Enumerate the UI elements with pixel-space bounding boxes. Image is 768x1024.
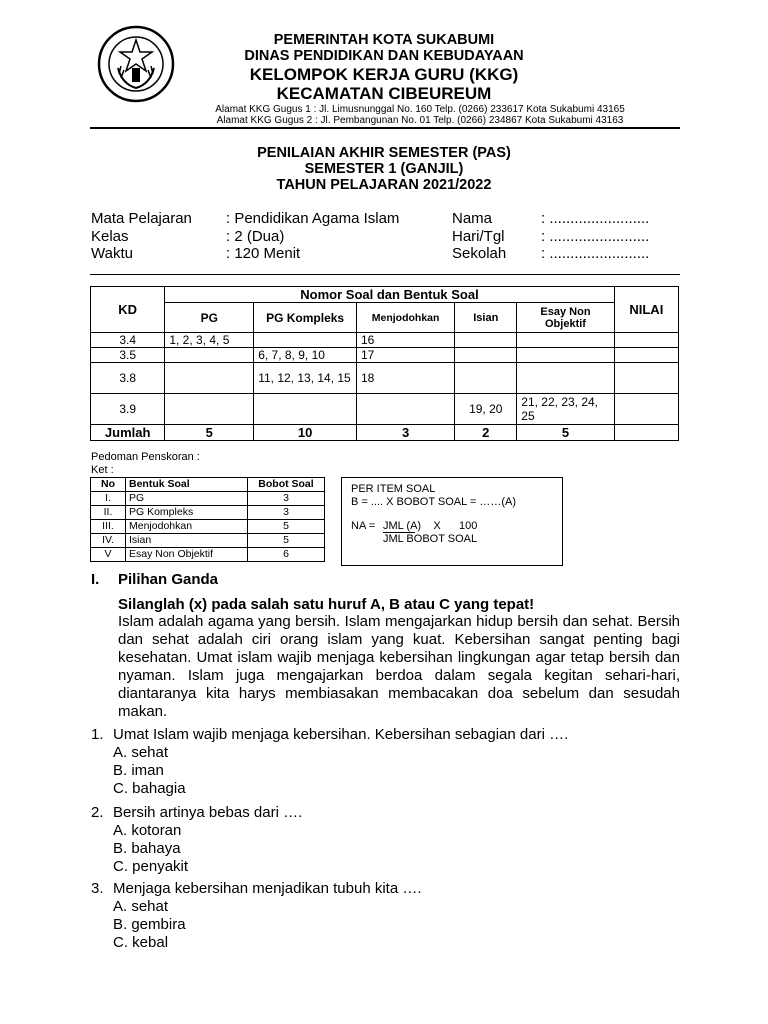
question-text: Bersih artinya bebas dari …. xyxy=(113,804,303,821)
pedoman-table xyxy=(90,477,325,562)
formula-line-1: PER ITEM SOAL xyxy=(351,483,436,495)
info-subject-label: Mata Pelajaran xyxy=(91,210,192,227)
section-title: Pilihan Ganda xyxy=(118,571,219,588)
info-time-label: Waktu xyxy=(91,245,133,262)
ped-bobot: 6 xyxy=(248,548,325,562)
esay-cell xyxy=(517,348,614,363)
table-row xyxy=(91,492,325,506)
reading-passage: Islam adalah agama yang bersih. Islam mengajarkan hidup bersih dan sehat. Bersih dan sehat adalah ciri orang islam yang kuat. Kebersihan sangat penting bagi kesehatan. Umat islam wajib menjaga kebersihan lingkungan agar tetap bersih dan nyaman. Islam juga mengajarkan berdoa dalam segala kegitan sehari-hari, diantaranya kita harys membiasakan membacakan doa sebelum dan sesudah makan. xyxy=(118,613,680,720)
esay-header: Esay Non Objektif xyxy=(517,303,614,333)
header-department: DINAS PENDIDIKAN DAN KEBUDAYAAN xyxy=(244,48,524,64)
nilai-header: NILAI xyxy=(614,287,678,333)
header-district: KECAMATAN CIBEUREUM xyxy=(276,84,492,103)
ped-bentuk-header: Bentuk Soal xyxy=(126,478,248,492)
info-divider xyxy=(90,274,680,275)
pgk-cell xyxy=(254,333,357,348)
total-pg: 5 xyxy=(165,425,254,441)
isian-cell xyxy=(455,333,517,348)
table-row xyxy=(91,363,679,394)
isian-cell: 19, 20 xyxy=(455,394,517,425)
info-date-label: Hari/Tgl xyxy=(452,228,505,245)
info-date-value: : ........................ xyxy=(541,228,650,245)
menj-cell: 17 xyxy=(356,348,454,363)
ped-bobot: 3 xyxy=(248,506,325,520)
kd-header: KD xyxy=(91,287,165,333)
info-class-value: : 2 (Dua) xyxy=(226,228,285,245)
formula-na-label: NA = xyxy=(351,520,376,532)
option-c: C. bahagia xyxy=(113,780,186,797)
option-c: C. kebal xyxy=(113,934,169,951)
ped-bentuk: Menjodohkan xyxy=(126,520,248,534)
section-number: I. xyxy=(91,571,100,588)
total-pgk: 10 xyxy=(254,425,357,441)
pg-cell xyxy=(165,348,254,363)
ped-no: III. xyxy=(91,520,126,534)
option-c: C. penyakit xyxy=(113,858,189,875)
exam-semester: SEMESTER 1 (GANJIL) xyxy=(304,161,464,177)
header-address-2: Alamat KKG Gugus 2 : Jl. Pembangunan No. 01 Telp. (0266) 234867 Kota Sukabumi 43163 xyxy=(216,115,624,126)
table-row xyxy=(91,348,679,363)
isian-cell xyxy=(455,348,517,363)
info-name-value: : ........................ xyxy=(541,210,650,227)
exam-title: PENILAIAN AKHIR SEMESTER (PAS) xyxy=(257,145,511,161)
total-label: Jumlah xyxy=(91,425,165,441)
formula-numerator: JML (A) X 100 xyxy=(383,520,478,532)
ped-bentuk: Isian xyxy=(126,534,248,548)
table-row xyxy=(91,394,679,425)
ped-bentuk: PG Kompleks xyxy=(126,506,248,520)
question-number: 2. xyxy=(91,804,104,821)
info-school-label: Sekolah xyxy=(452,245,507,262)
pg-header: PG xyxy=(165,303,254,333)
table-row xyxy=(91,333,679,348)
question-group-header: Nomor Soal dan Bentuk Soal xyxy=(165,287,614,303)
section-instruction: Silanglah (x) pada salah satu huruf A, B atau C yang tepat! xyxy=(118,596,535,613)
total-row xyxy=(91,425,679,441)
pg-cell: 1, 2, 3, 4, 5 xyxy=(165,333,254,348)
ped-no: II. xyxy=(91,506,126,520)
formula-box xyxy=(341,477,563,566)
question-text: Umat Islam wajib menjaga kebersihan. Kebersihan sebagian dari …. xyxy=(113,726,569,743)
kd-cell: 3.4 xyxy=(91,333,165,348)
ped-no: IV. xyxy=(91,534,126,548)
kd-table xyxy=(90,286,679,441)
header-address-1: Alamat KKG Gugus 1 : Jl. Limusnunggal No. 160 Telp. (0266) 233617 Kota Sukabumi 43165 xyxy=(215,104,625,115)
formula-line-2: B = .... X BOBOT SOAL = ……(A) xyxy=(351,496,517,508)
nilai-cell xyxy=(614,333,678,348)
kd-cell: 3.9 xyxy=(91,394,165,425)
info-class-label: Kelas xyxy=(91,228,129,245)
question-number: 3. xyxy=(91,880,104,897)
question-text: Menjaga kebersihan menjadikan tubuh kita …. xyxy=(113,880,422,897)
menjodohkan-header: Menjodohkan xyxy=(356,303,454,333)
table-row xyxy=(91,548,325,562)
ped-bentuk: PG xyxy=(126,492,248,506)
menj-cell xyxy=(356,394,454,425)
menj-cell: 16 xyxy=(356,333,454,348)
option-b: B. iman xyxy=(113,762,164,779)
exam-year: TAHUN PELAJARAN 2021/2022 xyxy=(276,177,492,193)
menj-cell: 18 xyxy=(356,363,454,394)
pedoman-title: Pedoman Penskoran : xyxy=(91,451,200,463)
ped-bobot: 5 xyxy=(248,534,325,548)
ped-bentuk: Esay Non Objektif xyxy=(126,548,248,562)
table-row xyxy=(91,534,325,548)
ped-no: V xyxy=(91,548,126,562)
pgk-cell xyxy=(254,394,357,425)
ped-bobot: 5 xyxy=(248,520,325,534)
pg-kompleks-header: PG Kompleks xyxy=(254,303,357,333)
info-time-value: : 120 Menit xyxy=(226,245,301,262)
pgk-cell: 6, 7, 8, 9, 10 xyxy=(254,348,357,363)
kd-cell: 3.8 xyxy=(91,363,165,394)
isian-cell xyxy=(455,363,517,394)
question-number: 1. xyxy=(91,726,104,743)
nilai-cell xyxy=(614,363,678,394)
esay-cell xyxy=(517,363,614,394)
esay-cell: 21, 22, 23, 24, 25 xyxy=(517,394,614,425)
info-subject-value: : Pendidikan Agama Islam xyxy=(226,210,400,227)
pedoman-ket: Ket : xyxy=(91,464,114,476)
option-a: A. sehat xyxy=(113,744,169,761)
header-kkg: KELOMPOK KERJA GURU (KKG) xyxy=(249,65,519,84)
total-nilai xyxy=(614,425,678,441)
esay-cell xyxy=(517,333,614,348)
isian-header: Isian xyxy=(455,303,517,333)
option-a: A. kotoran xyxy=(113,822,182,839)
pgk-cell: 11, 12, 13, 14, 15 xyxy=(254,363,357,394)
ped-no-header: No xyxy=(91,478,126,492)
ped-bobot: 3 xyxy=(248,492,325,506)
option-b: B. bahaya xyxy=(113,840,181,857)
table-row xyxy=(91,520,325,534)
header-divider xyxy=(90,127,680,129)
nilai-cell xyxy=(614,394,678,425)
table-row xyxy=(91,506,325,520)
nilai-cell xyxy=(614,348,678,363)
option-b: B. gembira xyxy=(113,916,186,933)
ped-no: I. xyxy=(91,492,126,506)
pg-cell xyxy=(165,394,254,425)
total-esay: 5 xyxy=(517,425,614,441)
info-school-value: : ........................ xyxy=(541,245,650,262)
total-isian: 2 xyxy=(455,425,517,441)
kd-cell: 3.5 xyxy=(91,348,165,363)
total-menj: 3 xyxy=(356,425,454,441)
info-name-label: Nama xyxy=(452,210,493,227)
option-a: A. sehat xyxy=(113,898,169,915)
formula-denominator: JML BOBOT SOAL xyxy=(383,533,478,545)
header-government: PEMERINTAH KOTA SUKABUMI xyxy=(273,32,495,48)
pg-cell xyxy=(165,363,254,394)
ped-bobot-header: Bobot Soal xyxy=(248,478,325,492)
